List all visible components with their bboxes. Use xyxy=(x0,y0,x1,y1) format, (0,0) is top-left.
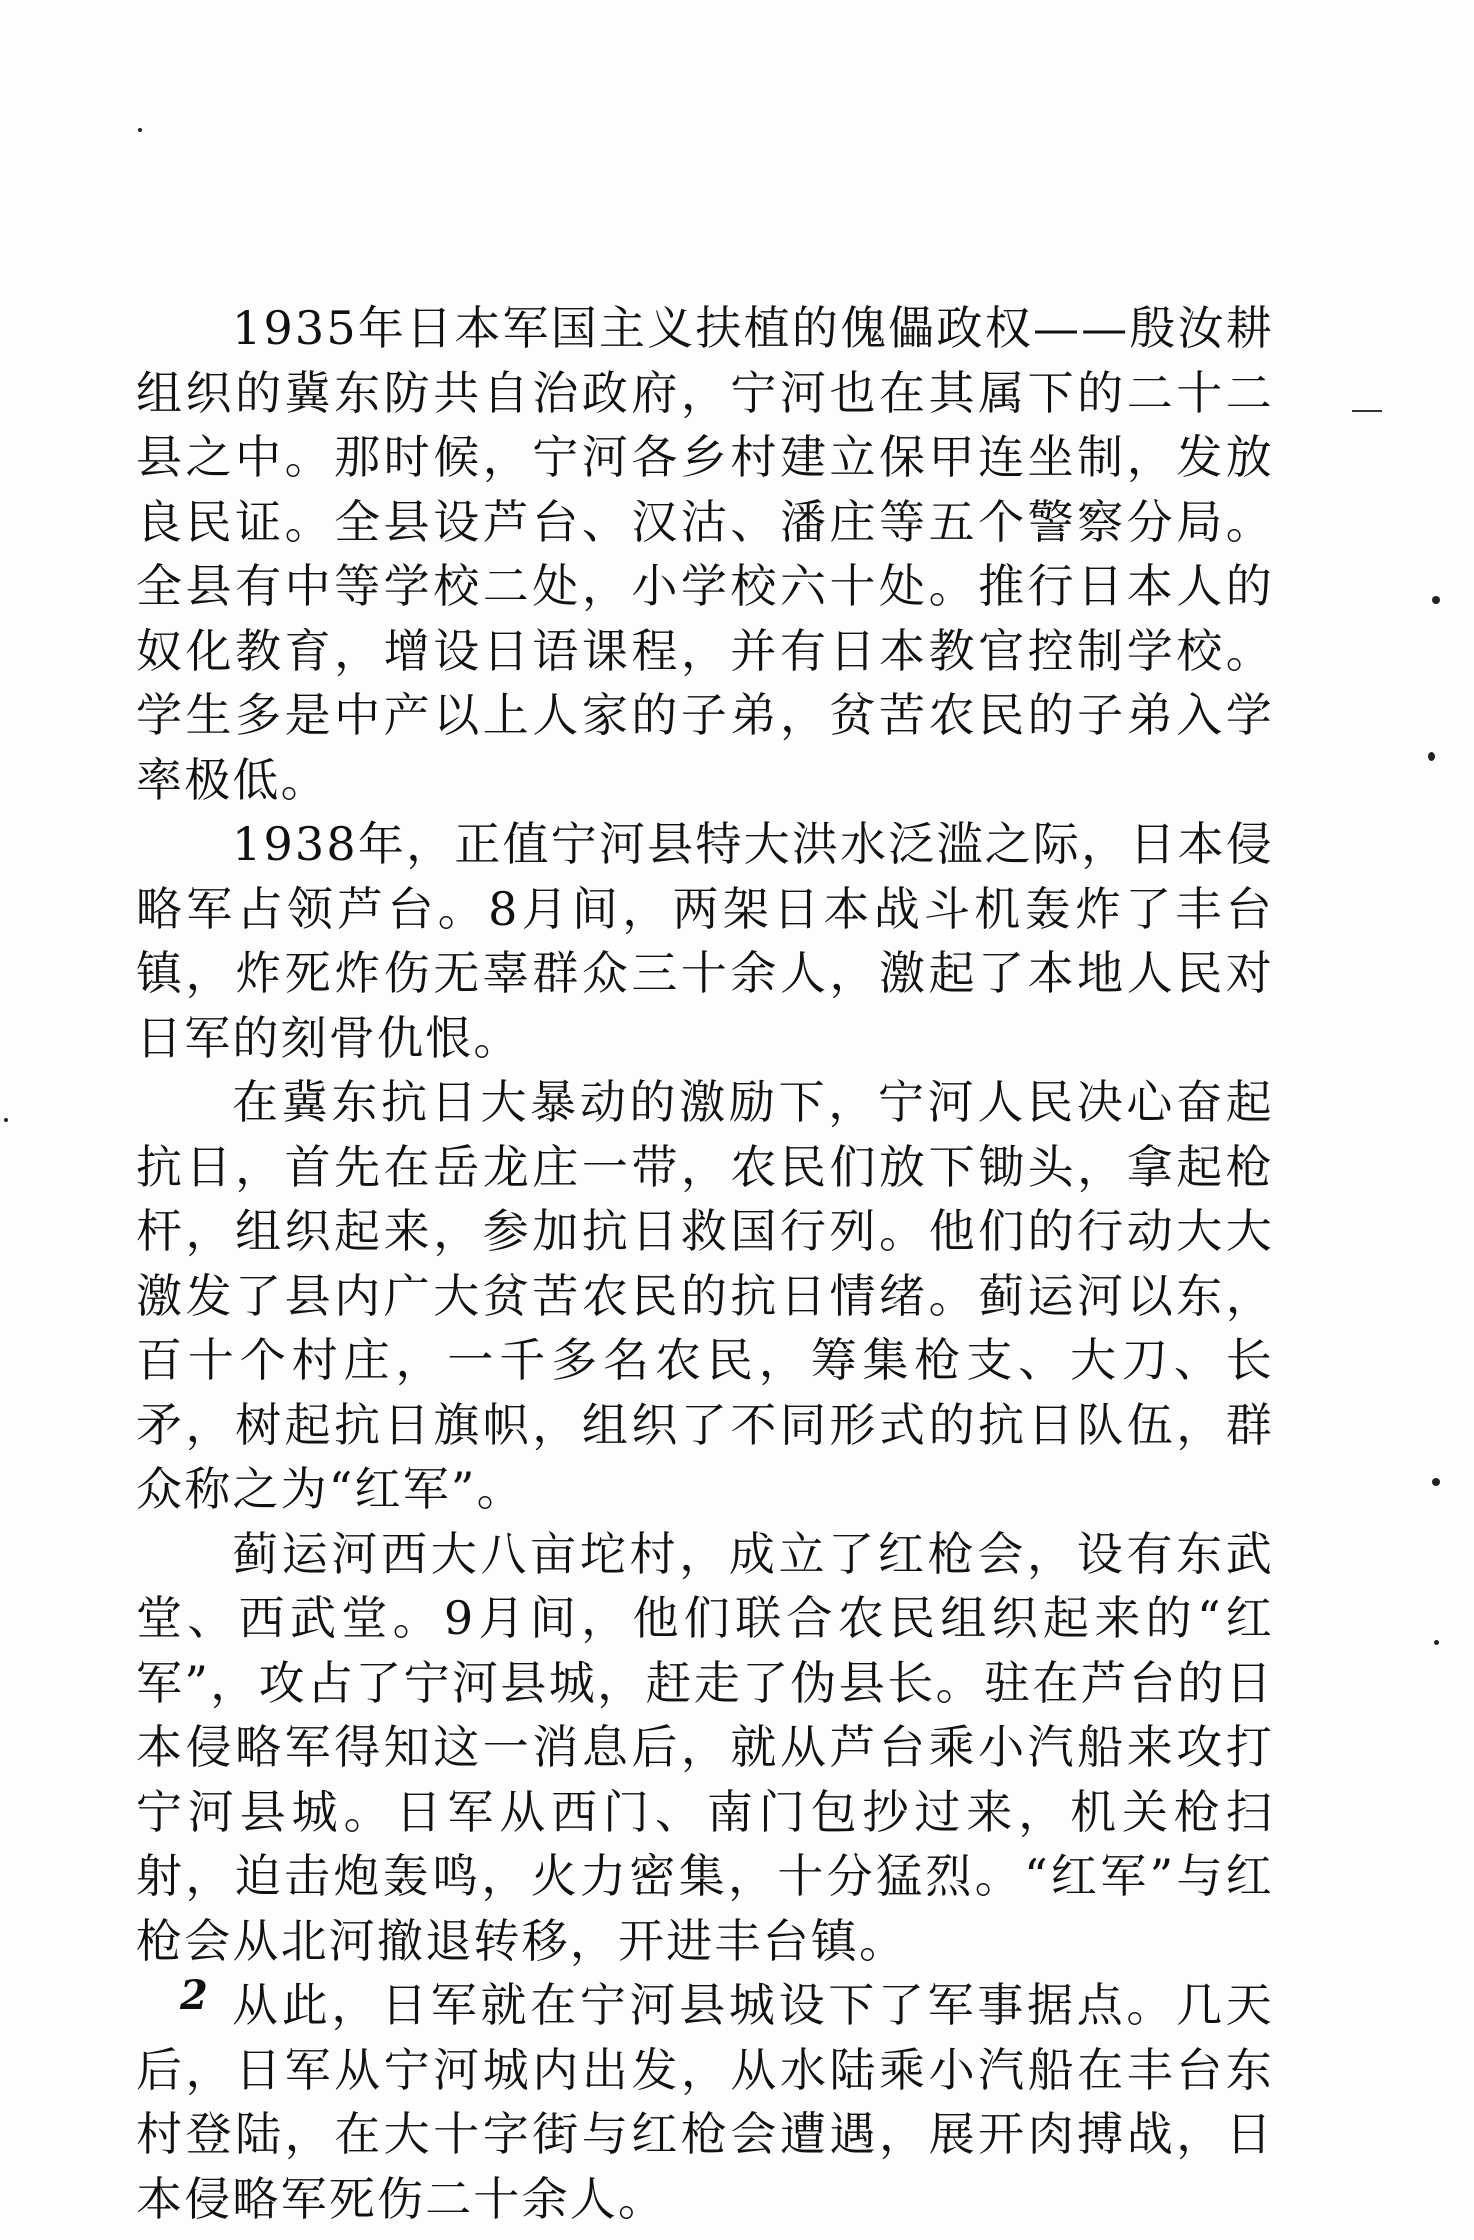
paragraph-5: 从此，日军就在宁河县城设下了军事据点。几天后，日军从宁河城内出发，从水陆乘小汽船在丰台东村登陆，在大十字街与红枪会遭遇，展开肉搏战，日本侵略军死伤二十余人。 xyxy=(136,1978,1274,2226)
paragraph-1: 1935年日本军国主义扶植的傀儡政权——殷汝耕组织的冀东防共自治政府，宁河也在其属下的二十二县之中。那时候，宁河各乡村建立保甲连坐制，发放良民证。全县设芦台、汉沽、潘庄等五个警察分局。全县有中等学校二处，小学校六十处。推行日本人的奴化教育，增设日语课程，并有日本教官控制学校。学生多是中产以上人家的子弟，贫苦农民的子弟入学率极低。 xyxy=(136,301,1274,807)
scan-speck xyxy=(4,1118,8,1122)
page-number: 2 xyxy=(180,1972,208,2019)
scan-speck xyxy=(1434,1640,1439,1645)
scan-speck xyxy=(1432,596,1440,604)
scan-mark xyxy=(1352,410,1382,412)
scan-speck xyxy=(1428,752,1435,761)
body-text xyxy=(136,296,1274,2231)
paragraph-4: 蓟运河西大八亩坨村，成立了红枪会，设有东武堂、西武堂。9月间，他们联合农民组织起来的“红军”，攻占了宁河县城，赶走了伪县长。驻在芦台的日本侵略军得知这一消息后，就从芦台乘小汽船来攻打宁河县城。日军从西门、南门包抄过来，机关枪扫射，迫击炮轰鸣，火力密集，十分猛烈。“红军”与红枪会从北河撤退转移，开进丰台镇。 xyxy=(136,1526,1274,1968)
paragraph-3: 在冀东抗日大暴动的激励下，宁河人民决心奋起抗日，首先在岳龙庄一带，农民们放下锄头，拿起枪杆，组织起来，参加抗日救国行列。他们的行动大大激发了县内广大贫苦农民的抗日情绪。蓟运河以东，百十个村庄，一千多名农民，筹集枪支、大刀、长矛，树起抗日旗帜，组织了不同形式的抗日队伍，群众称之为“红军”。 xyxy=(136,1075,1274,1516)
scan-speck xyxy=(138,128,142,132)
paragraph-2: 1938年，正值宁河县特大洪水泛滥之际，日本侵略军占领芦台。8月间，两架日本战斗机轰炸了丰台镇，炸死炸伤无辜群众三十余人，激起了本地人民对日军的刻骨仇恨。 xyxy=(136,817,1274,1065)
scan-speck xyxy=(1432,1478,1440,1486)
